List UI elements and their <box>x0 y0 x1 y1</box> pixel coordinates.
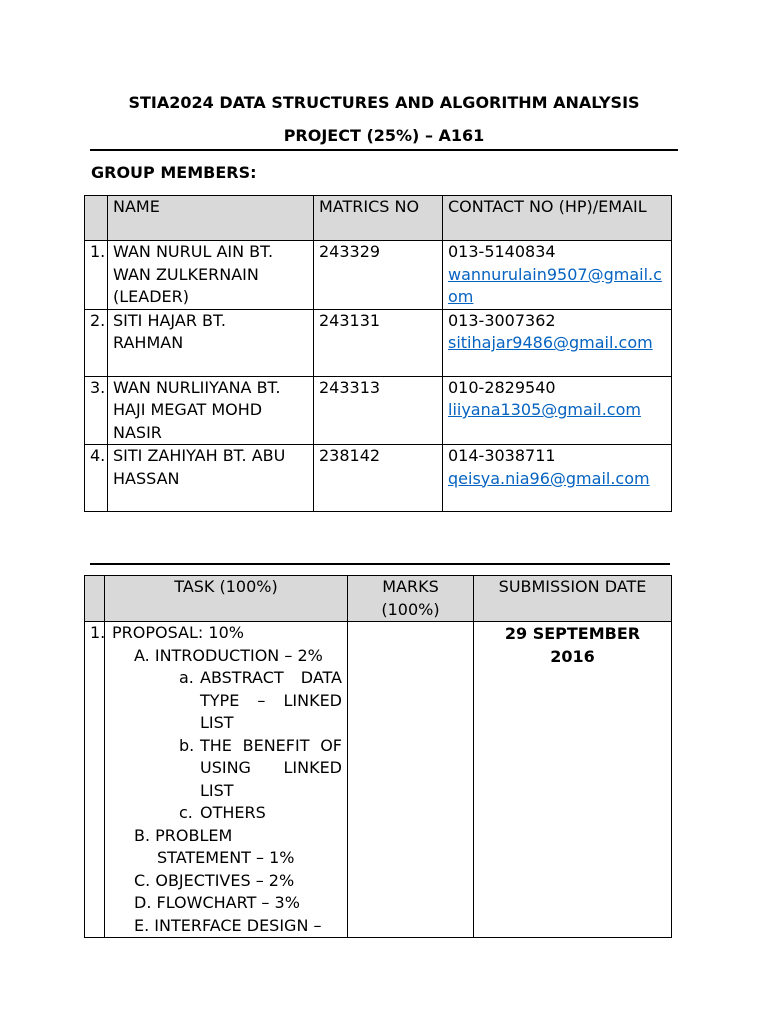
table-header-row <box>85 576 672 622</box>
name-line: SITI ZAHIYAH BT. ABU <box>113 446 286 465</box>
contact-cell <box>443 376 672 445</box>
title-divider <box>90 149 678 151</box>
group-members-heading: GROUP MEMBERS: <box>91 163 257 182</box>
task-subitem <box>112 667 342 735</box>
email-link[interactable]: sitihajar9486@gmail.com <box>448 333 653 352</box>
header-cell-contact: CONTACT NO (HP)/EMAIL <box>443 196 672 241</box>
subitem-text: ABSTRACT DATA TYPE – LINKED LIST <box>200 668 342 732</box>
contact-cell <box>443 445 672 512</box>
header-cell-name: NAME <box>108 196 314 241</box>
name-line: WAN ZULKERNAIN <box>113 264 259 284</box>
group-members-table <box>84 195 672 512</box>
task-title: PROPOSAL: 10% <box>112 623 244 642</box>
subitem-marker: a. <box>179 668 194 687</box>
name-line: WAN NURUL AIN BT. <box>113 242 274 261</box>
matrics-number: 243131 <box>314 309 443 376</box>
subitem-text: OTHERS <box>200 803 266 822</box>
matrics-number: 243313 <box>314 376 443 445</box>
header-cell-number <box>85 196 108 241</box>
task-item-d <box>112 892 342 915</box>
row-number: 1. <box>85 241 108 310</box>
header-cell-number <box>85 576 105 622</box>
name-line: HAJI MEGAT MOHD <box>113 400 263 419</box>
name-line: (LEADER) <box>113 287 189 306</box>
name-line: RAHMAN <box>113 333 184 352</box>
item-text-continued: STATEMENT – 1% <box>157 848 295 867</box>
table-row <box>85 376 672 445</box>
member-name <box>108 376 314 445</box>
task-item-c <box>112 870 342 893</box>
table-row <box>85 445 672 512</box>
member-name <box>108 309 314 376</box>
item-marker: C. <box>134 870 151 890</box>
phone-number: 013-5140834 <box>448 242 556 261</box>
phone-number: 014-3038711 <box>448 446 556 465</box>
contact-cell <box>443 309 672 376</box>
subitem-text: THE BENEFIT OF USING LINKED LIST <box>200 735 342 800</box>
header-cell-task: TASK (100%) <box>105 576 348 622</box>
name-line: NASIR <box>113 422 162 442</box>
task-item-e <box>112 915 342 938</box>
task-subitem <box>112 802 342 825</box>
email-link[interactable]: liiyana1305@gmail.com <box>448 400 641 419</box>
item-text: INTRODUCTION – 2% <box>154 645 323 665</box>
task-item-b <box>112 825 342 870</box>
name-line: HASSAN <box>113 468 180 488</box>
header-cell-submission-date: SUBMISSION DATE <box>474 576 672 622</box>
item-text: INTERFACE DESIGN – <box>154 915 322 935</box>
item-marker: B. <box>134 825 151 845</box>
item-text: FLOWCHART – 3% <box>156 893 300 912</box>
item-marker: E. <box>134 915 150 935</box>
submission-date <box>474 622 672 938</box>
matrics-number: 243329 <box>314 241 443 310</box>
row-number: 2. <box>85 309 108 376</box>
tasks-table <box>84 575 672 938</box>
task-subitem <box>112 735 342 803</box>
subitem-marker: b. <box>179 735 195 755</box>
header-cell-matrics: MATRICS NO <box>314 196 443 241</box>
item-text: PROBLEM <box>155 825 233 845</box>
date-line: 2016 <box>550 647 595 666</box>
row-number: 3. <box>85 376 108 445</box>
name-line: WAN NURLIIYANA BT. <box>113 377 281 397</box>
name-line: SITI HAJAR BT. <box>113 310 226 330</box>
table-row <box>85 622 672 938</box>
document-title-line2: PROJECT (25%) – A161 <box>283 126 485 145</box>
section-divider <box>90 563 670 565</box>
header-cell-marks: MARKS (100%) <box>348 576 474 622</box>
marks-cell <box>348 622 474 938</box>
member-name <box>108 445 314 512</box>
item-marker: A. <box>134 645 150 665</box>
date-line: 29 SEPTEMBER <box>504 624 641 643</box>
table-row <box>85 309 672 376</box>
phone-number: 010-2829540 <box>448 377 556 397</box>
email-link[interactable]: wannurulain9507@gmail.com <box>448 264 662 306</box>
row-number: 1. <box>85 622 105 938</box>
phone-number: 013-3007362 <box>448 310 556 330</box>
row-number: 4. <box>85 445 108 512</box>
item-text: OBJECTIVES – 2% <box>155 870 295 890</box>
matrics-number: 238142 <box>314 445 443 512</box>
contact-cell <box>443 241 672 310</box>
table-header-row <box>85 196 672 241</box>
document-title-line1: STIA2024 DATA STRUCTURES AND ALGORITHM ANALYSIS <box>128 93 640 112</box>
task-item-a <box>112 645 342 668</box>
member-name <box>108 241 314 310</box>
email-link[interactable]: qeisya.nia96@gmail.com <box>448 468 650 488</box>
item-marker: D. <box>134 893 152 912</box>
table-row <box>85 241 672 310</box>
subitem-marker: c. <box>179 803 193 822</box>
task-cell <box>105 622 348 938</box>
